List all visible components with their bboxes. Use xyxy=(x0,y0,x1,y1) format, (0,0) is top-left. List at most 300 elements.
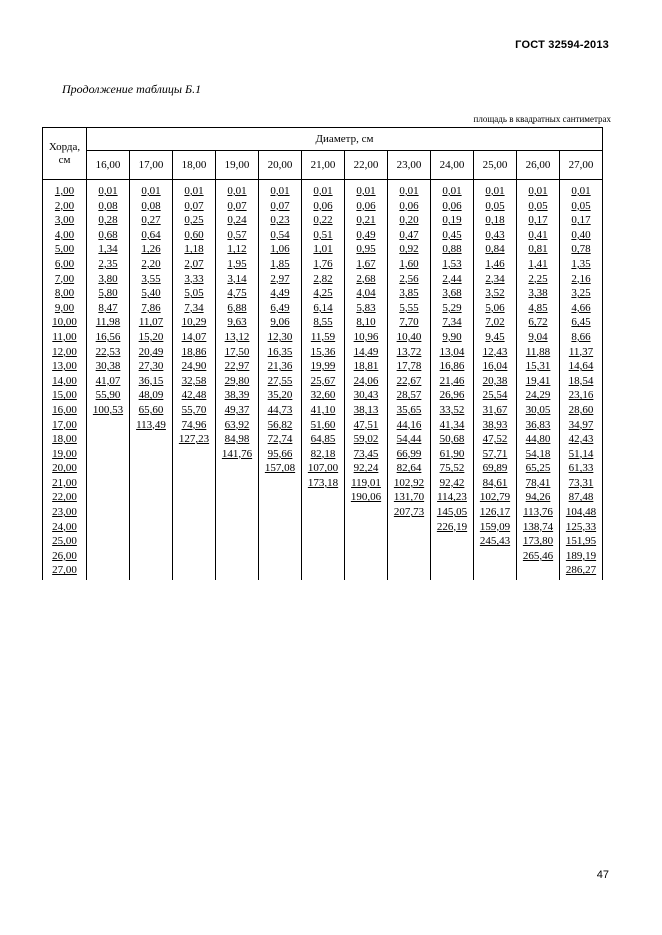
area-value-cell: 125,33 xyxy=(560,520,603,535)
area-value-cell: 145,05 xyxy=(431,505,474,520)
area-value-cell: 126,17 xyxy=(474,505,517,520)
area-value-cell xyxy=(173,461,216,476)
area-value-cell: 0,68 xyxy=(87,228,130,243)
area-value-cell: 6,14 xyxy=(302,301,345,316)
area-value-cell xyxy=(345,520,388,535)
area-value-cell: 4,49 xyxy=(259,286,302,301)
chord-value-cell: 13,00 xyxy=(43,359,87,374)
area-value-cell xyxy=(216,476,259,491)
area-value-cell: 33,52 xyxy=(431,403,474,418)
area-value-cell: 0,43 xyxy=(474,228,517,243)
area-value-cell: 2,16 xyxy=(560,272,603,287)
area-value-cell: 8,47 xyxy=(87,301,130,316)
chord-value-cell: 1,00 xyxy=(43,180,87,199)
area-value-cell xyxy=(87,461,130,476)
area-value-cell: 102,92 xyxy=(388,476,431,491)
area-value-cell: 11,98 xyxy=(87,315,130,330)
table-row xyxy=(43,257,603,272)
area-value-cell: 16,86 xyxy=(431,359,474,374)
chord-value-cell: 8,00 xyxy=(43,286,87,301)
area-value-cell: 7,70 xyxy=(388,315,431,330)
area-value-cell: 82,64 xyxy=(388,461,431,476)
chord-value-cell: 3,00 xyxy=(43,213,87,228)
area-value-cell: 2,20 xyxy=(130,257,173,272)
area-value-cell xyxy=(388,520,431,535)
area-value-cell xyxy=(474,549,517,564)
area-value-cell: 5,40 xyxy=(130,286,173,301)
area-value-cell: 55,70 xyxy=(173,403,216,418)
area-value-cell: 44,73 xyxy=(259,403,302,418)
area-value-cell xyxy=(87,418,130,433)
area-value-cell: 1,46 xyxy=(474,257,517,272)
area-value-cell: 42,48 xyxy=(173,388,216,403)
area-value-cell: 114,23 xyxy=(431,490,474,505)
chord-value-cell: 20,00 xyxy=(43,461,87,476)
area-value-cell xyxy=(173,549,216,564)
area-value-cell: 35,20 xyxy=(259,388,302,403)
table-row xyxy=(43,374,603,389)
area-value-cell xyxy=(302,520,345,535)
area-value-cell xyxy=(259,534,302,549)
table-row xyxy=(43,359,603,374)
area-value-cell: 0,23 xyxy=(259,213,302,228)
area-value-cell: 65,25 xyxy=(517,461,560,476)
area-value-cell: 0,08 xyxy=(87,199,130,214)
area-value-cell: 0,54 xyxy=(259,228,302,243)
area-value-cell xyxy=(87,432,130,447)
area-value-cell: 24,29 xyxy=(517,388,560,403)
area-value-cell xyxy=(259,505,302,520)
area-value-cell: 13,12 xyxy=(216,330,259,345)
area-value-cell: 66,99 xyxy=(388,447,431,462)
area-value-cell: 0,01 xyxy=(388,180,431,199)
area-value-cell: 29,80 xyxy=(216,374,259,389)
area-value-cell xyxy=(302,534,345,549)
area-value-cell xyxy=(87,534,130,549)
table-row xyxy=(43,345,603,360)
area-value-cell: 0,01 xyxy=(173,180,216,199)
diameter-column-header: 19,00 xyxy=(216,151,259,180)
area-value-cell xyxy=(302,563,345,580)
area-value-cell: 54,44 xyxy=(388,432,431,447)
area-value-cell: 38,93 xyxy=(474,418,517,433)
area-value-cell: 1,34 xyxy=(87,242,130,257)
area-value-cell: 0,28 xyxy=(87,213,130,228)
area-value-cell xyxy=(87,447,130,462)
area-value-cell: 61,33 xyxy=(560,461,603,476)
area-value-cell xyxy=(345,549,388,564)
area-value-cell: 28,60 xyxy=(560,403,603,418)
area-value-cell: 1,18 xyxy=(173,242,216,257)
area-value-cell: 265,46 xyxy=(517,549,560,564)
area-value-cell xyxy=(345,505,388,520)
page-number: 47 xyxy=(596,869,609,881)
diameter-column-header: 17,00 xyxy=(130,151,173,180)
area-value-cell: 0,17 xyxy=(560,213,603,228)
area-value-cell: 0,92 xyxy=(388,242,431,257)
area-value-cell: 0,01 xyxy=(87,180,130,199)
area-value-cell: 119,01 xyxy=(345,476,388,491)
chord-value-cell: 18,00 xyxy=(43,432,87,447)
area-value-cell: 3,38 xyxy=(517,286,560,301)
area-value-cell: 75,52 xyxy=(431,461,474,476)
area-value-cell: 0,07 xyxy=(259,199,302,214)
area-value-cell: 1,53 xyxy=(431,257,474,272)
chord-value-cell: 25,00 xyxy=(43,534,87,549)
area-value-cell: 1,95 xyxy=(216,257,259,272)
area-value-cell: 16,56 xyxy=(87,330,130,345)
area-value-cell xyxy=(216,534,259,549)
area-value-cell xyxy=(259,563,302,580)
area-value-cell: 74,96 xyxy=(173,418,216,433)
area-value-cell: 92,24 xyxy=(345,461,388,476)
diameter-column-header: 22,00 xyxy=(345,151,388,180)
area-value-cell: 0,07 xyxy=(216,199,259,214)
area-value-cell xyxy=(388,534,431,549)
area-value-cell: 51,14 xyxy=(560,447,603,462)
area-value-cell: 14,07 xyxy=(173,330,216,345)
area-value-cell xyxy=(130,505,173,520)
area-value-cell: 36,15 xyxy=(130,374,173,389)
area-value-cell xyxy=(130,520,173,535)
area-value-cell xyxy=(259,476,302,491)
area-value-cell: 0,05 xyxy=(474,199,517,214)
area-value-cell: 0,51 xyxy=(302,228,345,243)
area-value-cell: 7,34 xyxy=(431,315,474,330)
area-value-cell xyxy=(173,447,216,462)
area-value-cell: 55,90 xyxy=(87,388,130,403)
area-value-cell: 11,88 xyxy=(517,345,560,360)
area-value-cell: 0,01 xyxy=(130,180,173,199)
area-value-cell: 0,24 xyxy=(216,213,259,228)
area-value-cell xyxy=(173,563,216,580)
area-value-cell: 4,04 xyxy=(345,286,388,301)
area-value-cell: 0,84 xyxy=(474,242,517,257)
table-row xyxy=(43,432,603,447)
chord-value-cell: 12,00 xyxy=(43,345,87,360)
table-continuation-caption: Продолжение таблицы Б.1 xyxy=(62,82,202,96)
chord-value-cell: 9,00 xyxy=(43,301,87,316)
area-value-cell: 0,18 xyxy=(474,213,517,228)
area-value-cell xyxy=(130,563,173,580)
area-value-cell: 3,68 xyxy=(431,286,474,301)
diameter-column-header: 25,00 xyxy=(474,151,517,180)
area-value-cell xyxy=(87,505,130,520)
area-value-cell: 8,55 xyxy=(302,315,345,330)
table-row xyxy=(43,301,603,316)
area-value-cell: 0,01 xyxy=(560,180,603,199)
area-value-cell xyxy=(431,563,474,580)
chord-value-cell: 10,00 xyxy=(43,315,87,330)
area-value-cell: 9,06 xyxy=(259,315,302,330)
area-value-cell: 11,59 xyxy=(302,330,345,345)
area-value-cell: 12,30 xyxy=(259,330,302,345)
area-value-cell: 1,12 xyxy=(216,242,259,257)
area-value-cell: 8,10 xyxy=(345,315,388,330)
area-value-cell: 73,31 xyxy=(560,476,603,491)
area-value-cell: 32,60 xyxy=(302,388,345,403)
chord-value-cell: 21,00 xyxy=(43,476,87,491)
area-value-cell: 207,73 xyxy=(388,505,431,520)
area-value-cell: 0,01 xyxy=(216,180,259,199)
area-value-cell xyxy=(130,447,173,462)
area-value-cell xyxy=(173,476,216,491)
area-value-cell: 14,64 xyxy=(560,359,603,374)
area-value-cell: 9,04 xyxy=(517,330,560,345)
area-value-cell xyxy=(302,549,345,564)
area-value-cell: 48,09 xyxy=(130,388,173,403)
area-value-cell: 27,30 xyxy=(130,359,173,374)
chord-value-cell: 27,00 xyxy=(43,563,87,580)
area-value-cell: 18,81 xyxy=(345,359,388,374)
area-value-cell: 0,21 xyxy=(345,213,388,228)
table-row xyxy=(43,272,603,287)
area-value-cell: 190,06 xyxy=(345,490,388,505)
area-value-cell xyxy=(87,563,130,580)
area-value-cell: 1,76 xyxy=(302,257,345,272)
area-value-cell: 69,89 xyxy=(474,461,517,476)
area-value-cell: 2,44 xyxy=(431,272,474,287)
area-value-cell: 35,65 xyxy=(388,403,431,418)
area-value-cell: 2,56 xyxy=(388,272,431,287)
area-value-cell: 59,02 xyxy=(345,432,388,447)
table-row xyxy=(43,242,603,257)
area-value-cell: 41,10 xyxy=(302,403,345,418)
area-value-cell: 11,07 xyxy=(130,315,173,330)
area-value-cell: 94,26 xyxy=(517,490,560,505)
area-value-cell xyxy=(345,534,388,549)
chord-value-cell: 2,00 xyxy=(43,199,87,214)
area-value-cell: 27,55 xyxy=(259,374,302,389)
area-value-cell: 50,68 xyxy=(431,432,474,447)
area-value-cell: 23,16 xyxy=(560,388,603,403)
area-value-cell xyxy=(216,520,259,535)
area-value-cell: 3,55 xyxy=(130,272,173,287)
chord-value-cell: 26,00 xyxy=(43,549,87,564)
area-value-cell xyxy=(173,534,216,549)
area-value-cell: 78,41 xyxy=(517,476,560,491)
chord-value-cell: 16,00 xyxy=(43,403,87,418)
area-value-cell: 63,92 xyxy=(216,418,259,433)
area-value-cell: 0,88 xyxy=(431,242,474,257)
diameter-column-header: 18,00 xyxy=(173,151,216,180)
area-value-cell: 5,55 xyxy=(388,301,431,316)
area-value-cell: 189,19 xyxy=(560,549,603,564)
area-value-cell: 0,06 xyxy=(388,199,431,214)
area-value-cell: 20,49 xyxy=(130,345,173,360)
area-value-cell xyxy=(216,549,259,564)
area-value-cell: 32,58 xyxy=(173,374,216,389)
area-value-cell: 1,85 xyxy=(259,257,302,272)
diameter-column-header: 23,00 xyxy=(388,151,431,180)
area-value-cell: 1,01 xyxy=(302,242,345,257)
area-value-cell: 173,18 xyxy=(302,476,345,491)
table-row xyxy=(43,549,603,564)
area-value-cell: 2,97 xyxy=(259,272,302,287)
table-row xyxy=(43,199,603,214)
area-value-cell: 84,61 xyxy=(474,476,517,491)
area-value-cell xyxy=(216,505,259,520)
area-value-cell: 0,40 xyxy=(560,228,603,243)
area-value-cell xyxy=(259,549,302,564)
area-value-cell: 21,36 xyxy=(259,359,302,374)
area-value-cell xyxy=(388,563,431,580)
area-value-cell: 3,14 xyxy=(216,272,259,287)
chord-value-cell: 22,00 xyxy=(43,490,87,505)
area-value-cell: 0,01 xyxy=(431,180,474,199)
area-value-cell: 31,67 xyxy=(474,403,517,418)
area-value-cell: 3,80 xyxy=(87,272,130,287)
area-value-cell: 3,85 xyxy=(388,286,431,301)
area-value-cell: 102,79 xyxy=(474,490,517,505)
area-value-cell: 159,09 xyxy=(474,520,517,535)
area-value-cell xyxy=(259,490,302,505)
area-value-cell: 113,49 xyxy=(130,418,173,433)
area-value-cell: 0,01 xyxy=(474,180,517,199)
area-value-cell: 36,83 xyxy=(517,418,560,433)
chord-value-cell: 17,00 xyxy=(43,418,87,433)
area-value-cell: 0,49 xyxy=(345,228,388,243)
area-value-cell: 10,96 xyxy=(345,330,388,345)
area-value-cell: 38,39 xyxy=(216,388,259,403)
area-value-cell xyxy=(474,563,517,580)
area-value-cell: 17,50 xyxy=(216,345,259,360)
area-value-cell: 0,95 xyxy=(345,242,388,257)
table-row xyxy=(43,330,603,345)
area-value-cell: 151,95 xyxy=(560,534,603,549)
area-value-cell: 4,66 xyxy=(560,301,603,316)
area-value-cell: 1,60 xyxy=(388,257,431,272)
area-value-cell: 131,70 xyxy=(388,490,431,505)
area-value-cell: 2,82 xyxy=(302,272,345,287)
area-value-cell: 138,74 xyxy=(517,520,560,535)
area-value-cell: 8,66 xyxy=(560,330,603,345)
area-value-cell: 0,27 xyxy=(130,213,173,228)
chord-value-cell: 14,00 xyxy=(43,374,87,389)
chord-value-cell: 11,00 xyxy=(43,330,87,345)
area-value-cell: 44,16 xyxy=(388,418,431,433)
area-value-cell: 9,90 xyxy=(431,330,474,345)
area-value-cell: 173,80 xyxy=(517,534,560,549)
diameter-header: Диаметр, см xyxy=(87,128,603,151)
area-value-cell: 38,13 xyxy=(345,403,388,418)
area-value-cell: 0,06 xyxy=(345,199,388,214)
area-value-cell: 41,34 xyxy=(431,418,474,433)
area-value-cell: 21,46 xyxy=(431,374,474,389)
area-value-cell: 95,66 xyxy=(259,447,302,462)
area-value-cell: 10,29 xyxy=(173,315,216,330)
area-value-cell: 19,41 xyxy=(517,374,560,389)
area-value-cell: 9,45 xyxy=(474,330,517,345)
area-value-cell: 0,19 xyxy=(431,213,474,228)
area-value-cell: 41,07 xyxy=(87,374,130,389)
area-value-cell: 30,38 xyxy=(87,359,130,374)
area-value-cell: 72,74 xyxy=(259,432,302,447)
area-value-cell: 0,01 xyxy=(259,180,302,199)
table-row xyxy=(43,563,603,580)
area-value-cell: 18,54 xyxy=(560,374,603,389)
area-value-cell: 13,72 xyxy=(388,345,431,360)
area-value-cell: 0,08 xyxy=(130,199,173,214)
area-value-cell: 0,06 xyxy=(302,199,345,214)
table-row xyxy=(43,476,603,491)
area-value-cell: 44,80 xyxy=(517,432,560,447)
area-value-cell: 0,06 xyxy=(431,199,474,214)
area-value-cell: 3,33 xyxy=(173,272,216,287)
area-value-cell: 3,25 xyxy=(560,286,603,301)
area-value-cell: 113,76 xyxy=(517,505,560,520)
area-value-cell: 1,26 xyxy=(130,242,173,257)
table-row xyxy=(43,403,603,418)
area-value-cell: 92,42 xyxy=(431,476,474,491)
area-value-cell: 61,90 xyxy=(431,447,474,462)
area-value-cell xyxy=(87,476,130,491)
chord-value-cell: 6,00 xyxy=(43,257,87,272)
area-value-cell: 51,60 xyxy=(302,418,345,433)
area-value-cell: 22,97 xyxy=(216,359,259,374)
area-value-cell xyxy=(173,520,216,535)
area-value-cell: 0,78 xyxy=(560,242,603,257)
area-value-cell: 7,02 xyxy=(474,315,517,330)
area-value-cell: 3,52 xyxy=(474,286,517,301)
area-value-cell: 5,29 xyxy=(431,301,474,316)
area-value-cell: 5,05 xyxy=(173,286,216,301)
area-value-cell: 28,57 xyxy=(388,388,431,403)
area-value-cell: 0,45 xyxy=(431,228,474,243)
area-value-cell xyxy=(130,534,173,549)
area-value-cell: 24,90 xyxy=(173,359,216,374)
chord-value-cell: 24,00 xyxy=(43,520,87,535)
area-value-cell: 0,47 xyxy=(388,228,431,243)
area-value-cell: 7,86 xyxy=(130,301,173,316)
area-value-cell: 4,75 xyxy=(216,286,259,301)
diameter-column-header: 16,00 xyxy=(87,151,130,180)
area-value-cell: 16,35 xyxy=(259,345,302,360)
chord-value-cell: 19,00 xyxy=(43,447,87,462)
area-value-cell xyxy=(517,563,560,580)
area-value-cell xyxy=(216,461,259,476)
chord-value-cell: 5,00 xyxy=(43,242,87,257)
area-value-cell xyxy=(87,549,130,564)
area-value-cell xyxy=(216,490,259,505)
area-value-cell: 1,67 xyxy=(345,257,388,272)
area-value-cell: 15,20 xyxy=(130,330,173,345)
table-row xyxy=(43,534,603,549)
area-value-cell: 5,06 xyxy=(474,301,517,316)
area-value-cell: 22,53 xyxy=(87,345,130,360)
table-row xyxy=(43,180,603,199)
area-value-cell: 226,19 xyxy=(431,520,474,535)
area-value-cell: 0,57 xyxy=(216,228,259,243)
area-value-cell xyxy=(345,563,388,580)
area-value-cell: 6,88 xyxy=(216,301,259,316)
area-value-cell: 0,01 xyxy=(345,180,388,199)
area-value-cell: 16,04 xyxy=(474,359,517,374)
area-value-cell: 57,71 xyxy=(474,447,517,462)
table-row xyxy=(43,418,603,433)
table-row xyxy=(43,490,603,505)
area-value-cell: 25,67 xyxy=(302,374,345,389)
table-row xyxy=(43,461,603,476)
area-value-cell: 104,48 xyxy=(560,505,603,520)
area-value-cell: 17,78 xyxy=(388,359,431,374)
area-value-cell xyxy=(173,505,216,520)
area-value-cell: 0,05 xyxy=(517,199,560,214)
area-value-cell: 2,25 xyxy=(517,272,560,287)
area-value-cell: 2,07 xyxy=(173,257,216,272)
area-value-cell xyxy=(130,461,173,476)
area-value-cell: 19,99 xyxy=(302,359,345,374)
